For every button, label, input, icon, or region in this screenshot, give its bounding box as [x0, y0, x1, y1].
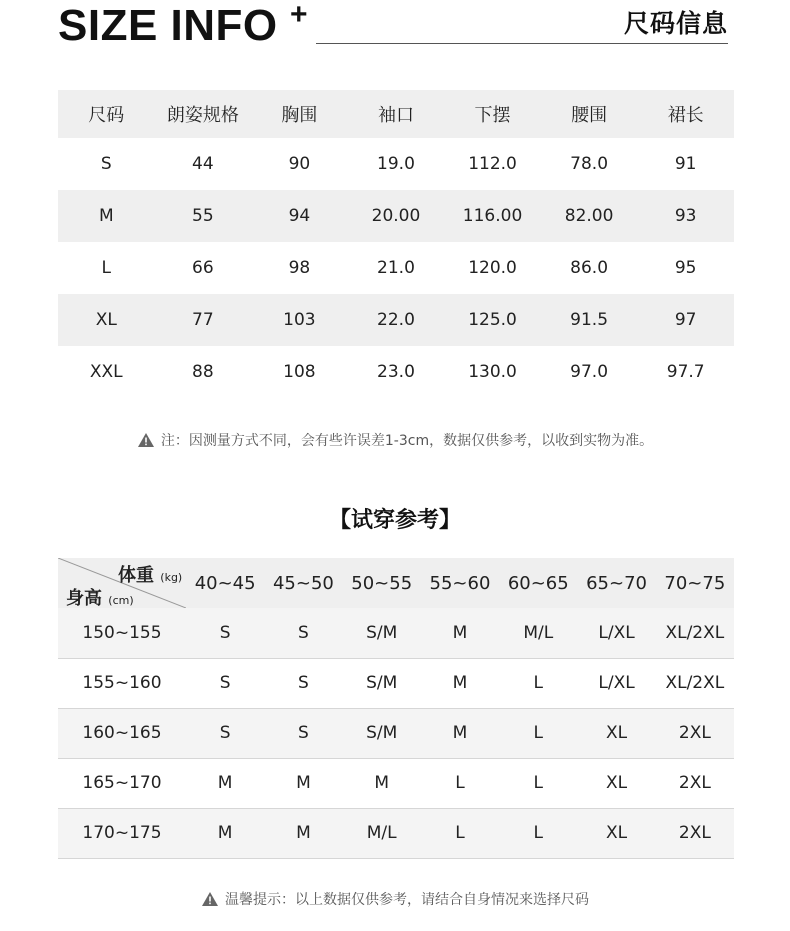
- fit-reference-title: 【试穿参考】: [328, 508, 461, 533]
- warning-triangle-icon: [137, 432, 155, 452]
- recommended-size-cell: L: [533, 673, 543, 693]
- measurement-cell: 103: [283, 310, 316, 330]
- size-table-row: [58, 190, 734, 242]
- page-subtitle: 尺码信息: [623, 9, 728, 38]
- height-range-cell: 160~165: [82, 723, 162, 743]
- measurement-note-text: 注：因测量方式不同，会有些许误差1-3cm，数据仅供参考，以收到实物为准。: [160, 433, 654, 449]
- spec-col-header: 朗姿规格: [166, 105, 239, 126]
- recommended-size-cell: L/XL: [598, 622, 635, 643]
- recommended-size-cell: M: [452, 622, 468, 643]
- weight-label: 体重: [118, 565, 154, 586]
- height-unit: (cm): [108, 594, 134, 607]
- recommended-size-cell: S: [298, 723, 309, 743]
- measurement-cell: 78.0: [570, 154, 609, 174]
- measurement-cell: 44: [192, 154, 214, 174]
- measurement-cell: 21.0: [377, 258, 415, 278]
- page-header: [0, 0, 790, 60]
- weight-col-header: 60~65: [507, 572, 569, 594]
- size-cell: L: [101, 258, 112, 278]
- size-cell: XXL: [89, 362, 123, 382]
- bust-col-header: 胸围: [281, 105, 318, 126]
- recommended-size-cell: XL/2XL: [665, 673, 725, 693]
- measurement-cell: 116.00: [462, 206, 523, 226]
- recommended-size-cell: S: [219, 723, 231, 743]
- weight-col-header: 55~60: [429, 572, 491, 594]
- recommended-size-cell: M: [374, 773, 390, 793]
- height-label: 身高: [66, 588, 102, 609]
- recommended-size-cell: XL: [605, 723, 628, 743]
- recommended-size-cell: M: [296, 823, 311, 843]
- height-range-cell: 165~170: [82, 773, 162, 793]
- height-range-cell: 155~160: [82, 673, 162, 693]
- recommended-size-cell: L/XL: [598, 673, 635, 693]
- size-table-row: [58, 242, 734, 294]
- size-table-row: [58, 138, 734, 190]
- measurement-cell: 125.0: [468, 310, 517, 330]
- measurement-cell: 98: [288, 258, 311, 278]
- height-range-cell: 170~175: [82, 823, 162, 843]
- recommended-size-cell: 2XL: [678, 773, 711, 793]
- recommended-size-cell: XL: [605, 773, 628, 793]
- skirt-length-col-header: 裙长: [667, 105, 704, 126]
- measurement-cell: 20.00: [371, 206, 421, 226]
- table-corner-cell: [58, 558, 186, 608]
- measurement-cell: 19.0: [377, 154, 415, 174]
- measurement-cell: 93: [674, 206, 697, 226]
- recommended-size-cell: S: [219, 622, 231, 643]
- measurement-cell: 95: [674, 258, 697, 278]
- waist-col-header: 腰围: [571, 105, 608, 126]
- height-axis-label: [66, 584, 134, 610]
- measurement-cell: 91.5: [570, 310, 609, 330]
- recommended-size-cell: M/L: [523, 622, 554, 643]
- recommended-size-cell: XL/2XL: [665, 622, 725, 643]
- recommended-size-cell: M: [217, 823, 233, 843]
- recommended-size-cell: M/L: [366, 823, 397, 843]
- recommended-size-cell: S/M: [366, 673, 398, 693]
- header-divider: [316, 43, 728, 44]
- measurement-cell: 55: [192, 206, 214, 226]
- measurement-cell: 66: [192, 258, 214, 278]
- measurement-cell: 22.0: [377, 310, 415, 330]
- size-info-table: [58, 90, 734, 398]
- recommended-size-cell: L: [455, 773, 465, 793]
- fit-table-row: [58, 658, 734, 708]
- weight-col-header: 45~50: [272, 572, 334, 594]
- hem-col-header: 下摆: [474, 105, 511, 126]
- fit-table-row: [58, 708, 734, 758]
- title-plus-sign: +: [290, 0, 308, 31]
- recommended-size-cell: L: [533, 723, 543, 743]
- size-cell: S: [100, 154, 112, 174]
- cuff-col-header: 袖口: [377, 105, 414, 126]
- height-range-cell: 150~155: [82, 622, 162, 643]
- recommended-size-cell: S/M: [366, 723, 398, 743]
- size-table-row: [58, 346, 734, 398]
- tip-note-text: 温馨提示：以上数据仅供参考，请结合自身情况来选择尺码: [225, 892, 589, 908]
- measurement-cell: 23.0: [377, 362, 415, 382]
- recommended-size-cell: S: [298, 622, 309, 643]
- size-table-header-row: [58, 90, 734, 138]
- measurement-note: [0, 430, 790, 452]
- weight-col-header: 65~70: [586, 572, 647, 594]
- weight-unit: (kg): [160, 571, 183, 584]
- recommended-size-cell: L: [455, 823, 465, 843]
- size-col-header: 尺码: [88, 105, 125, 126]
- measurement-cell: 108: [283, 362, 316, 382]
- recommended-size-cell: S/M: [366, 622, 398, 643]
- size-table-row: [58, 294, 734, 346]
- recommended-size-cell: L: [533, 823, 543, 843]
- measurement-cell: 88: [192, 362, 214, 382]
- recommended-size-cell: M: [217, 773, 233, 793]
- weight-col-header: 50~55: [351, 572, 413, 594]
- size-cell: XL: [95, 310, 117, 330]
- recommended-size-cell: 2XL: [678, 823, 711, 843]
- tip-note: [0, 889, 790, 911]
- recommended-size-cell: 2XL: [678, 723, 711, 743]
- recommended-size-cell: M: [452, 673, 468, 693]
- measurement-cell: 94: [288, 206, 311, 226]
- recommended-size-cell: M: [452, 723, 468, 743]
- warning-triangle-icon: [201, 891, 219, 911]
- fit-table-row: [58, 808, 734, 858]
- weight-col-header: 40~45: [194, 572, 256, 594]
- recommended-size-cell: L: [533, 773, 543, 793]
- size-cell: M: [98, 206, 114, 226]
- measurement-cell: 91: [674, 154, 697, 174]
- weight-col-header: 70~75: [664, 572, 726, 594]
- fit-table-header-row: [58, 558, 734, 608]
- measurement-cell: 77: [192, 310, 214, 330]
- measurement-cell: 82.00: [564, 206, 614, 226]
- measurement-cell: 97.7: [666, 362, 705, 382]
- measurement-cell: 97: [674, 310, 697, 330]
- recommended-size-cell: XL: [605, 823, 628, 843]
- recommended-size-cell: S: [219, 673, 231, 693]
- page-title: SIZE INFO: [58, 1, 278, 50]
- fit-table-row: [58, 758, 734, 808]
- measurement-cell: 130.0: [468, 362, 517, 382]
- measurement-cell: 90: [288, 154, 311, 174]
- measurement-cell: 120.0: [468, 258, 517, 278]
- recommended-size-cell: M: [296, 773, 311, 793]
- measurement-cell: 112.0: [468, 154, 517, 174]
- measurement-cell: 97.0: [570, 362, 609, 382]
- recommended-size-cell: S: [298, 673, 309, 693]
- fit-table-row: [58, 608, 734, 658]
- fit-reference-table: [58, 558, 734, 859]
- measurement-cell: 86.0: [570, 258, 609, 278]
